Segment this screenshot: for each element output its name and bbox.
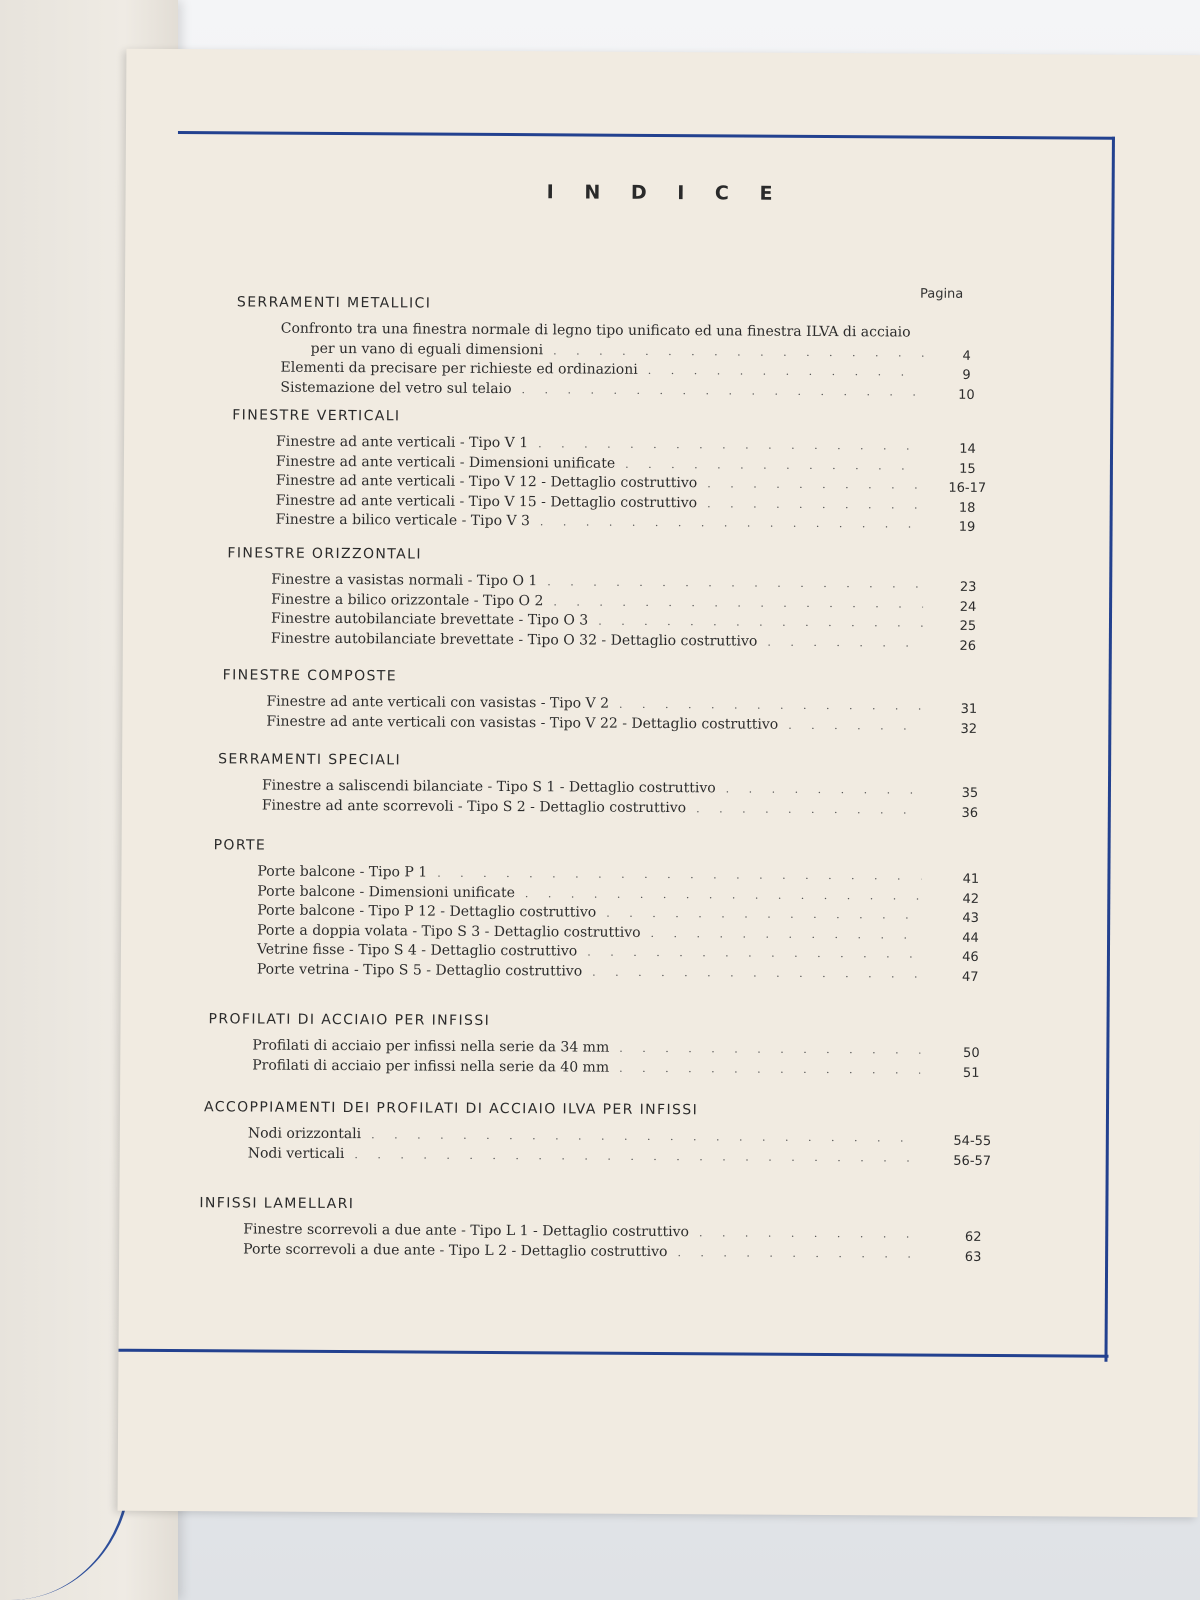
toc-entry[interactable] — [276, 512, 924, 536]
dot-leader — [767, 635, 923, 649]
toc-entry-text: Finestre autobilanciate brevettate - Tipo O 32 - Dettaglio costruttivo — [270, 630, 758, 650]
index-page — [118, 49, 1200, 1518]
toc-entry-text: Profilati di acciaio per infissi nella serie da 34 mm — [252, 1037, 610, 1056]
blue-frame — [170, 131, 1114, 1362]
toc-entry-text: Porte vetrina - Tipo S 5 - Dettaglio costruttivo — [256, 961, 583, 980]
toc-entry-text: Profilati di acciaio per infissi nella serie da 40 mm — [252, 1057, 610, 1076]
page-number: 16-17 — [948, 480, 987, 496]
toc-entry[interactable] — [262, 797, 922, 821]
page-number: 56-57 — [953, 1153, 992, 1169]
page-number: 44 — [962, 930, 979, 946]
toc-entry-text: Porte scorrevoli a due ante - Tipo L 2 - Dettaglio costruttivo — [243, 1240, 668, 1260]
toc-entry-text: Elementi da precisare per richieste ed ordinazioni — [280, 359, 638, 378]
page-number: 54-55 — [953, 1133, 992, 1150]
page-number: 41 — [962, 871, 980, 887]
dot-leader — [619, 1042, 920, 1057]
page-number: 26 — [959, 638, 977, 654]
dot-leader — [522, 383, 925, 398]
page-number: 24 — [959, 599, 977, 615]
page-number: 9 — [962, 367, 971, 383]
dot-leader — [788, 718, 922, 732]
toc-entry-text: Finestre ad ante verticali - Tipo V 1 — [276, 433, 529, 452]
toc-entry-text: per un vano di eguali dimensioni — [310, 340, 544, 358]
toc-entry[interactable] — [252, 1057, 920, 1081]
page-title: I N D I C E — [546, 181, 785, 205]
toc-entry-text: Finestre a saliscendi bilanciate - Tipo S 1 - Dettaglio costruttivo — [261, 777, 716, 797]
pagina-column-header: Pagina — [919, 286, 964, 302]
dot-leader — [437, 867, 921, 883]
dot-leader — [592, 965, 921, 980]
page-number: 62 — [964, 1229, 982, 1245]
dot-leader — [371, 1128, 920, 1144]
dot-leader — [538, 437, 924, 452]
page-number: 43 — [962, 910, 979, 926]
dot-leader — [598, 615, 923, 630]
dot-leader — [619, 698, 923, 713]
page-number: 31 — [960, 701, 978, 717]
page-number: 19 — [958, 519, 976, 535]
toc-entry[interactable] — [266, 713, 922, 737]
section-heading: FINESTRE COMPOSTE — [222, 667, 398, 685]
section-heading: FINESTRE ORIZZONTALI — [227, 545, 422, 563]
toc-entry-text: Nodi orizzontali — [247, 1125, 362, 1143]
toc-entry-text: Porte balcone - Dimensioni unificate — [257, 883, 515, 901]
page-number: 25 — [959, 618, 977, 634]
section-heading: PROFILATI DI ACCIAIO PER INFISSI — [208, 1011, 491, 1029]
dot-leader — [553, 595, 923, 610]
page-number: 23 — [959, 579, 977, 595]
toc-entry-text: Finestre scorrevoli a due ante - Tipo L 1 - Dettaglio costruttivo — [243, 1221, 690, 1241]
dot-leader — [547, 575, 923, 590]
toc-entry-text: Finestre ad ante scorrevoli - Tipo S 2 - Dettaglio costruttivo — [261, 797, 687, 816]
page-number: 10 — [958, 387, 975, 403]
dot-leader — [651, 926, 922, 941]
dot-leader — [696, 802, 922, 816]
toc-entry-text: Vetrine fisse - Tipo S 4 - Dettaglio costruttivo — [256, 941, 578, 960]
page-number: 42 — [962, 891, 980, 907]
section-heading: PORTE — [213, 837, 267, 854]
toc-entry-text: Finestre a bilico orizzontale - Tipo O 2 — [271, 591, 544, 609]
toc-entry[interactable] — [280, 379, 924, 403]
dot-leader — [587, 946, 921, 961]
page-number: 46 — [962, 949, 979, 965]
dot-leader — [354, 1148, 919, 1164]
page-number: 50 — [963, 1045, 980, 1061]
toc-entry-text: Finestre ad ante verticali - Tipo V 15 - Dettaglio costruttivo — [275, 492, 698, 511]
toc-entry-text: Nodi verticali — [247, 1144, 345, 1162]
toc-entry-text: Sistemazione del vetro sul telaio — [280, 379, 512, 397]
page-number: 36 — [961, 805, 979, 821]
dot-leader — [619, 1061, 920, 1076]
dot-leader — [525, 887, 921, 902]
toc-entry[interactable] — [257, 961, 921, 985]
dot-leader — [677, 1246, 919, 1260]
dot-leader — [625, 457, 924, 472]
toc-entry-text: Porte balcone - Tipo P 12 - Dettaglio costruttivo — [257, 902, 597, 921]
toc-entry-text: Porte balcone - Tipo P 1 — [257, 863, 428, 881]
page-number: 4 — [962, 348, 971, 364]
section-heading: ACCOPPIAMENTI DEI PROFILATI DI ACCIAIO ILVA PER INFISSI — [203, 1099, 699, 1119]
section-heading: SERRAMENTI SPECIALI — [218, 751, 402, 769]
section-heading: FINESTRE VERTICALI — [232, 407, 401, 425]
dot-leader — [553, 344, 925, 359]
dot-leader — [726, 782, 922, 796]
page-number: 51 — [962, 1065, 980, 1081]
section-heading: SERRAMENTI METALLICI — [236, 294, 432, 312]
toc-entry[interactable] — [243, 1241, 919, 1265]
page-number: 14 — [959, 441, 976, 457]
toc-entry-text: Finestre a bilico verticale - Tipo V 3 — [275, 511, 530, 530]
page-number: 35 — [961, 785, 979, 801]
page-number: 18 — [958, 500, 976, 516]
toc-entry-text: Confronto tra una finestra normale di legno tipo unificato ed una finestra ILVA di acciaio — [280, 320, 911, 341]
section-heading: INFISSI LAMELLARI — [199, 1195, 355, 1213]
dot-leader — [707, 497, 924, 511]
toc-entry-text: Finestre autobilanciate brevettate - Tipo O 3 — [270, 610, 589, 629]
page-curl-line — [0, 1470, 131, 1600]
page-number: 63 — [964, 1249, 982, 1265]
dot-leader — [540, 515, 924, 530]
page-number: 47 — [961, 969, 979, 985]
toc-entry-text: Finestre a vasistas normali - Tipo O 1 — [271, 571, 538, 590]
toc-entry-text: Porte a doppia volata - Tipo S 3 - Dettaglio costruttivo — [257, 922, 641, 941]
toc-entry-text: Finestre ad ante verticali - Dimensioni unificate — [275, 453, 616, 472]
dot-leader — [699, 1226, 919, 1240]
dot-leader — [606, 907, 921, 922]
toc-entry-text: Finestre ad ante verticali con vasistas - Tipo V 22 - Dettaglio costruttivo — [266, 713, 779, 733]
page-number: 32 — [960, 721, 978, 737]
dot-leader — [707, 477, 924, 491]
toc-entry[interactable] — [248, 1145, 920, 1169]
dot-leader — [648, 364, 925, 379]
toc-entry-text: Finestre ad ante verticali con vasistas - Tipo V 2 — [266, 693, 610, 712]
toc-entry-text: Finestre ad ante verticali - Tipo V 12 - Dettaglio costruttivo — [275, 472, 698, 492]
page-number: 15 — [959, 461, 976, 477]
toc-entry[interactable] — [271, 630, 923, 654]
